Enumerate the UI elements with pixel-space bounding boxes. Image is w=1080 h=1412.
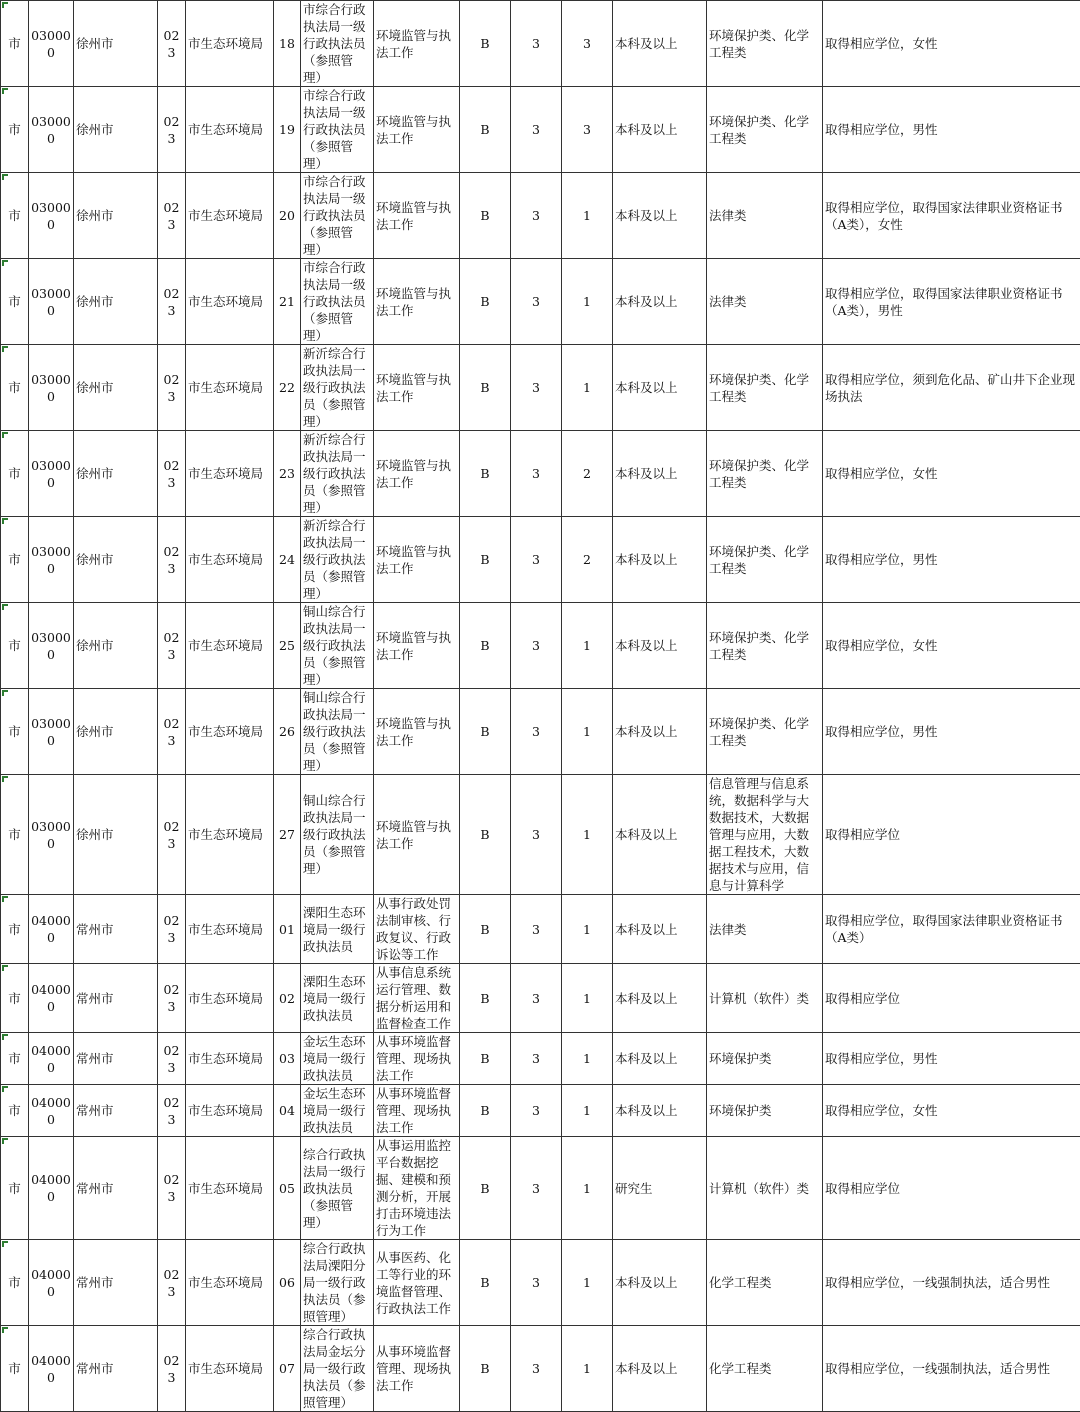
exam-category-cell: B <box>460 1326 511 1412</box>
position-no-cell: 26 <box>274 689 301 775</box>
table-row <box>1 689 1080 775</box>
dept-name-cell: 市生态环境局 <box>186 1240 274 1326</box>
city-cell: 徐州市 <box>74 1 158 87</box>
position-name-cell: 溧阳生态环境局一级行政执法员 <box>301 964 374 1033</box>
dept-code-cell: 023 <box>158 431 186 517</box>
dept-name-cell: 市生态环境局 <box>186 87 274 173</box>
education-cell: 本科及以上 <box>613 1240 707 1326</box>
dept-code-cell: 023 <box>158 1 186 87</box>
level-cell: 市 <box>1 87 29 173</box>
dept-code-cell: 023 <box>158 517 186 603</box>
ratio-cell: 3 <box>511 1 562 87</box>
other-requirements-cell: 取得相应学位，须到危化品、矿山井下企业现场执法 <box>823 345 1080 431</box>
position-no-cell: 03 <box>274 1033 301 1085</box>
major-cell: 环境保护类、化学工程类 <box>707 87 823 173</box>
table-row <box>1 964 1080 1033</box>
position-desc-cell: 环境监管与执法工作 <box>374 431 460 517</box>
position-desc-cell: 环境监管与执法工作 <box>374 1 460 87</box>
position-no-cell: 02 <box>274 964 301 1033</box>
education-cell: 本科及以上 <box>613 775 707 895</box>
table-row <box>1 775 1080 895</box>
city-cell: 常州市 <box>74 1033 158 1085</box>
hire-count-cell: 1 <box>562 173 613 259</box>
dept-name-cell: 市生态环境局 <box>186 431 274 517</box>
other-requirements-cell: 取得相应学位，女性 <box>823 431 1080 517</box>
position-name-cell: 市综合行政执法局一级行政执法员（参照管理） <box>301 1 374 87</box>
position-desc-cell: 从事环境监督管理、现场执法工作 <box>374 1326 460 1412</box>
level-cell: 市 <box>1 1033 29 1085</box>
education-cell: 本科及以上 <box>613 517 707 603</box>
position-code-cell: 030000 <box>29 431 74 517</box>
major-cell: 信息管理与信息系统，数据科学与大数据技术，大数据管理与应用，大数据工程技术，大数据技术与应用，信息与计算科学 <box>707 775 823 895</box>
dept-code-cell: 023 <box>158 1033 186 1085</box>
position-desc-cell: 从事信息系统运行管理、数据分析运用和监督检查工作 <box>374 964 460 1033</box>
table-row <box>1 517 1080 603</box>
level-cell: 市 <box>1 1 29 87</box>
position-code-cell: 030000 <box>29 603 74 689</box>
position-code-cell: 030000 <box>29 517 74 603</box>
hire-count-cell: 3 <box>562 1 613 87</box>
ratio-cell: 3 <box>511 603 562 689</box>
level-cell: 市 <box>1 517 29 603</box>
other-requirements-cell: 取得相应学位，一线强制执法，适合男性 <box>823 1240 1080 1326</box>
level-cell: 市 <box>1 603 29 689</box>
position-name-cell: 金坛生态环境局一级行政执法员 <box>301 1033 374 1085</box>
dept-code-cell: 023 <box>158 345 186 431</box>
dept-code-cell: 023 <box>158 173 186 259</box>
city-cell: 常州市 <box>74 1085 158 1137</box>
hire-count-cell: 1 <box>562 689 613 775</box>
position-code-cell: 040000 <box>29 964 74 1033</box>
dept-name-cell: 市生态环境局 <box>186 173 274 259</box>
dept-name-cell: 市生态环境局 <box>186 1033 274 1085</box>
position-desc-cell: 环境监管与执法工作 <box>374 345 460 431</box>
position-code-cell: 030000 <box>29 345 74 431</box>
ratio-cell: 3 <box>511 1085 562 1137</box>
position-name-cell: 新沂综合行政执法局一级行政执法员（参照管理） <box>301 431 374 517</box>
major-cell: 法律类 <box>707 895 823 964</box>
table-row <box>1 1 1080 87</box>
level-cell: 市 <box>1 964 29 1033</box>
education-cell: 研究生 <box>613 1137 707 1240</box>
ratio-cell: 3 <box>511 895 562 964</box>
position-desc-cell: 环境监管与执法工作 <box>374 603 460 689</box>
position-no-cell: 27 <box>274 775 301 895</box>
exam-category-cell: B <box>460 517 511 603</box>
position-desc-cell: 从事环境监督管理、现场执法工作 <box>374 1033 460 1085</box>
major-cell: 环境保护类、化学工程类 <box>707 345 823 431</box>
exam-category-cell: B <box>460 1085 511 1137</box>
exam-category-cell: B <box>460 1033 511 1085</box>
dept-code-cell: 023 <box>158 1326 186 1412</box>
exam-category-cell: B <box>460 895 511 964</box>
exam-category-cell: B <box>460 964 511 1033</box>
city-cell: 常州市 <box>74 964 158 1033</box>
hire-count-cell: 1 <box>562 1033 613 1085</box>
table-row <box>1 259 1080 345</box>
major-cell: 环境保护类、化学工程类 <box>707 1 823 87</box>
position-no-cell: 25 <box>274 603 301 689</box>
position-code-cell: 030000 <box>29 259 74 345</box>
other-requirements-cell: 取得相应学位，男性 <box>823 689 1080 775</box>
hire-count-cell: 1 <box>562 1240 613 1326</box>
hire-count-cell: 1 <box>562 1085 613 1137</box>
other-requirements-cell: 取得相应学位，男性 <box>823 517 1080 603</box>
hire-count-cell: 1 <box>562 964 613 1033</box>
other-requirements-cell: 取得相应学位 <box>823 775 1080 895</box>
other-requirements-cell: 取得相应学位，男性 <box>823 1033 1080 1085</box>
city-cell: 徐州市 <box>74 173 158 259</box>
position-name-cell: 综合行政执法局金坛分局一级行政执法员（参照管理） <box>301 1326 374 1412</box>
level-cell: 市 <box>1 259 29 345</box>
other-requirements-cell: 取得相应学位，取得国家法律职业资格证书（A类），男性 <box>823 259 1080 345</box>
other-requirements-cell: 取得相应学位，取得国家法律职业资格证书（A类） <box>823 895 1080 964</box>
position-desc-cell: 环境监管与执法工作 <box>374 259 460 345</box>
exam-category-cell: B <box>460 775 511 895</box>
position-desc-cell: 从事医药、化工等行业的环境监督管理、行政执法工作 <box>374 1240 460 1326</box>
table-row <box>1 173 1080 259</box>
dept-name-cell: 市生态环境局 <box>186 1326 274 1412</box>
hire-count-cell: 1 <box>562 895 613 964</box>
level-cell: 市 <box>1 775 29 895</box>
other-requirements-cell: 取得相应学位，男性 <box>823 87 1080 173</box>
city-cell: 常州市 <box>74 1240 158 1326</box>
education-cell: 本科及以上 <box>613 1085 707 1137</box>
ratio-cell: 3 <box>511 87 562 173</box>
hire-count-cell: 1 <box>562 603 613 689</box>
dept-code-cell: 023 <box>158 1137 186 1240</box>
ratio-cell: 3 <box>511 1326 562 1412</box>
dept-name-cell: 市生态环境局 <box>186 895 274 964</box>
dept-code-cell: 023 <box>158 689 186 775</box>
level-cell: 市 <box>1 345 29 431</box>
position-no-cell: 24 <box>274 517 301 603</box>
position-code-cell: 040000 <box>29 1085 74 1137</box>
table-row <box>1 1326 1080 1412</box>
level-cell: 市 <box>1 1137 29 1240</box>
position-no-cell: 07 <box>274 1326 301 1412</box>
city-cell: 徐州市 <box>74 603 158 689</box>
other-requirements-cell: 取得相应学位，女性 <box>823 1 1080 87</box>
ratio-cell: 3 <box>511 517 562 603</box>
city-cell: 徐州市 <box>74 431 158 517</box>
other-requirements-cell: 取得相应学位，女性 <box>823 603 1080 689</box>
education-cell: 本科及以上 <box>613 1033 707 1085</box>
exam-category-cell: B <box>460 1240 511 1326</box>
education-cell: 本科及以上 <box>613 1326 707 1412</box>
ratio-cell: 3 <box>511 1033 562 1085</box>
position-no-cell: 21 <box>274 259 301 345</box>
position-code-cell: 030000 <box>29 775 74 895</box>
dept-name-cell: 市生态环境局 <box>186 259 274 345</box>
exam-category-cell: B <box>460 259 511 345</box>
position-desc-cell: 从事运用监控平台数据挖掘、建模和预测分析，开展打击环境违法行为工作 <box>374 1137 460 1240</box>
education-cell: 本科及以上 <box>613 87 707 173</box>
hire-count-cell: 2 <box>562 517 613 603</box>
table-row <box>1 603 1080 689</box>
dept-name-cell: 市生态环境局 <box>186 775 274 895</box>
exam-category-cell: B <box>460 345 511 431</box>
table-row <box>1 895 1080 964</box>
exam-category-cell: B <box>460 689 511 775</box>
dept-name-cell: 市生态环境局 <box>186 603 274 689</box>
education-cell: 本科及以上 <box>613 259 707 345</box>
dept-name-cell: 市生态环境局 <box>186 345 274 431</box>
level-cell: 市 <box>1 173 29 259</box>
city-cell: 徐州市 <box>74 517 158 603</box>
education-cell: 本科及以上 <box>613 895 707 964</box>
position-no-cell: 01 <box>274 895 301 964</box>
other-requirements-cell: 取得相应学位 <box>823 1137 1080 1240</box>
position-name-cell: 市综合行政执法局一级行政执法员（参照管理） <box>301 87 374 173</box>
position-no-cell: 22 <box>274 345 301 431</box>
exam-category-cell: B <box>460 173 511 259</box>
hire-count-cell: 2 <box>562 431 613 517</box>
position-code-cell: 030000 <box>29 1 74 87</box>
position-no-cell: 23 <box>274 431 301 517</box>
other-requirements-cell: 取得相应学位，一线强制执法，适合男性 <box>823 1326 1080 1412</box>
table-row <box>1 87 1080 173</box>
ratio-cell: 3 <box>511 964 562 1033</box>
other-requirements-cell: 取得相应学位 <box>823 964 1080 1033</box>
major-cell: 环境保护类 <box>707 1085 823 1137</box>
position-desc-cell: 环境监管与执法工作 <box>374 689 460 775</box>
ratio-cell: 3 <box>511 1137 562 1240</box>
level-cell: 市 <box>1 1085 29 1137</box>
major-cell: 计算机（软件）类 <box>707 1137 823 1240</box>
major-cell: 环境保护类 <box>707 1033 823 1085</box>
position-code-cell: 040000 <box>29 1240 74 1326</box>
level-cell: 市 <box>1 431 29 517</box>
education-cell: 本科及以上 <box>613 689 707 775</box>
city-cell: 徐州市 <box>74 689 158 775</box>
city-cell: 徐州市 <box>74 775 158 895</box>
major-cell: 化学工程类 <box>707 1326 823 1412</box>
ratio-cell: 3 <box>511 689 562 775</box>
ratio-cell: 3 <box>511 431 562 517</box>
major-cell: 环境保护类、化学工程类 <box>707 689 823 775</box>
ratio-cell: 3 <box>511 775 562 895</box>
city-cell: 徐州市 <box>74 345 158 431</box>
ratio-cell: 3 <box>511 345 562 431</box>
exam-category-cell: B <box>460 87 511 173</box>
position-no-cell: 20 <box>274 173 301 259</box>
level-cell: 市 <box>1 1240 29 1326</box>
other-requirements-cell: 取得相应学位，女性 <box>823 1085 1080 1137</box>
education-cell: 本科及以上 <box>613 431 707 517</box>
education-cell: 本科及以上 <box>613 1 707 87</box>
table-row <box>1 1085 1080 1137</box>
major-cell: 法律类 <box>707 259 823 345</box>
dept-code-cell: 023 <box>158 964 186 1033</box>
position-name-cell: 铜山综合行政执法局一级行政执法员（参照管理） <box>301 775 374 895</box>
education-cell: 本科及以上 <box>613 964 707 1033</box>
hire-count-cell: 1 <box>562 1137 613 1240</box>
dept-code-cell: 023 <box>158 895 186 964</box>
level-cell: 市 <box>1 689 29 775</box>
position-no-cell: 18 <box>274 1 301 87</box>
city-cell: 常州市 <box>74 1137 158 1240</box>
city-cell: 徐州市 <box>74 259 158 345</box>
table-row <box>1 345 1080 431</box>
dept-name-cell: 市生态环境局 <box>186 1085 274 1137</box>
dept-code-cell: 023 <box>158 1240 186 1326</box>
level-cell: 市 <box>1 895 29 964</box>
position-desc-cell: 从事行政处罚法制审核、行政复议、行政诉讼等工作 <box>374 895 460 964</box>
city-cell: 徐州市 <box>74 87 158 173</box>
position-desc-cell: 从事环境监督管理、现场执法工作 <box>374 1085 460 1137</box>
exam-category-cell: B <box>460 603 511 689</box>
position-name-cell: 新沂综合行政执法局一级行政执法员（参照管理） <box>301 517 374 603</box>
dept-code-cell: 023 <box>158 603 186 689</box>
education-cell: 本科及以上 <box>613 345 707 431</box>
position-code-cell: 040000 <box>29 1033 74 1085</box>
hire-count-cell: 3 <box>562 87 613 173</box>
level-cell: 市 <box>1 1326 29 1412</box>
position-code-cell: 030000 <box>29 173 74 259</box>
city-cell: 常州市 <box>74 895 158 964</box>
position-name-cell: 新沂综合行政执法局一级行政执法员（参照管理） <box>301 345 374 431</box>
position-name-cell: 市综合行政执法局一级行政执法员（参照管理） <box>301 259 374 345</box>
hire-count-cell: 1 <box>562 1326 613 1412</box>
table-row <box>1 1240 1080 1326</box>
dept-name-cell: 市生态环境局 <box>186 1 274 87</box>
position-code-cell: 030000 <box>29 87 74 173</box>
position-no-cell: 19 <box>274 87 301 173</box>
position-name-cell: 综合行政执法局一级行政执法员（参照管理） <box>301 1137 374 1240</box>
major-cell: 法律类 <box>707 173 823 259</box>
ratio-cell: 3 <box>511 1240 562 1326</box>
position-name-cell: 铜山综合行政执法局一级行政执法员（参照管理） <box>301 603 374 689</box>
position-name-cell: 溧阳生态环境局一级行政执法员 <box>301 895 374 964</box>
position-code-cell: 030000 <box>29 689 74 775</box>
exam-category-cell: B <box>460 1137 511 1240</box>
position-desc-cell: 环境监管与执法工作 <box>374 173 460 259</box>
dept-name-cell: 市生态环境局 <box>186 517 274 603</box>
ratio-cell: 3 <box>511 259 562 345</box>
position-name-cell: 金坛生态环境局一级行政执法员 <box>301 1085 374 1137</box>
dept-name-cell: 市生态环境局 <box>186 1137 274 1240</box>
hire-count-cell: 1 <box>562 345 613 431</box>
position-name-cell: 市综合行政执法局一级行政执法员（参照管理） <box>301 173 374 259</box>
position-no-cell: 04 <box>274 1085 301 1137</box>
position-desc-cell: 环境监管与执法工作 <box>374 87 460 173</box>
position-no-cell: 05 <box>274 1137 301 1240</box>
education-cell: 本科及以上 <box>613 173 707 259</box>
position-name-cell: 铜山综合行政执法局一级行政执法员（参照管理） <box>301 689 374 775</box>
position-desc-cell: 环境监管与执法工作 <box>374 775 460 895</box>
dept-code-cell: 023 <box>158 775 186 895</box>
dept-code-cell: 023 <box>158 259 186 345</box>
major-cell: 环境保护类、化学工程类 <box>707 431 823 517</box>
ratio-cell: 3 <box>511 173 562 259</box>
dept-name-cell: 市生态环境局 <box>186 689 274 775</box>
dept-name-cell: 市生态环境局 <box>186 964 274 1033</box>
position-desc-cell: 环境监管与执法工作 <box>374 517 460 603</box>
table-row <box>1 1033 1080 1085</box>
major-cell: 化学工程类 <box>707 1240 823 1326</box>
education-cell: 本科及以上 <box>613 603 707 689</box>
position-code-cell: 040000 <box>29 895 74 964</box>
major-cell: 计算机（软件）类 <box>707 964 823 1033</box>
position-name-cell: 综合行政执法局溧阳分局一级行政执法员（参照管理） <box>301 1240 374 1326</box>
exam-category-cell: B <box>460 431 511 517</box>
major-cell: 环境保护类、化学工程类 <box>707 603 823 689</box>
major-cell: 环境保护类、化学工程类 <box>707 517 823 603</box>
position-no-cell: 06 <box>274 1240 301 1326</box>
hire-count-cell: 1 <box>562 259 613 345</box>
city-cell: 常州市 <box>74 1326 158 1412</box>
other-requirements-cell: 取得相应学位，取得国家法律职业资格证书（A类），女性 <box>823 173 1080 259</box>
hire-count-cell: 1 <box>562 775 613 895</box>
table-row <box>1 431 1080 517</box>
position-code-cell: 040000 <box>29 1137 74 1240</box>
position-code-cell: 040000 <box>29 1326 74 1412</box>
table-row <box>1 1137 1080 1240</box>
exam-category-cell: B <box>460 1 511 87</box>
dept-code-cell: 023 <box>158 87 186 173</box>
dept-code-cell: 023 <box>158 1085 186 1137</box>
